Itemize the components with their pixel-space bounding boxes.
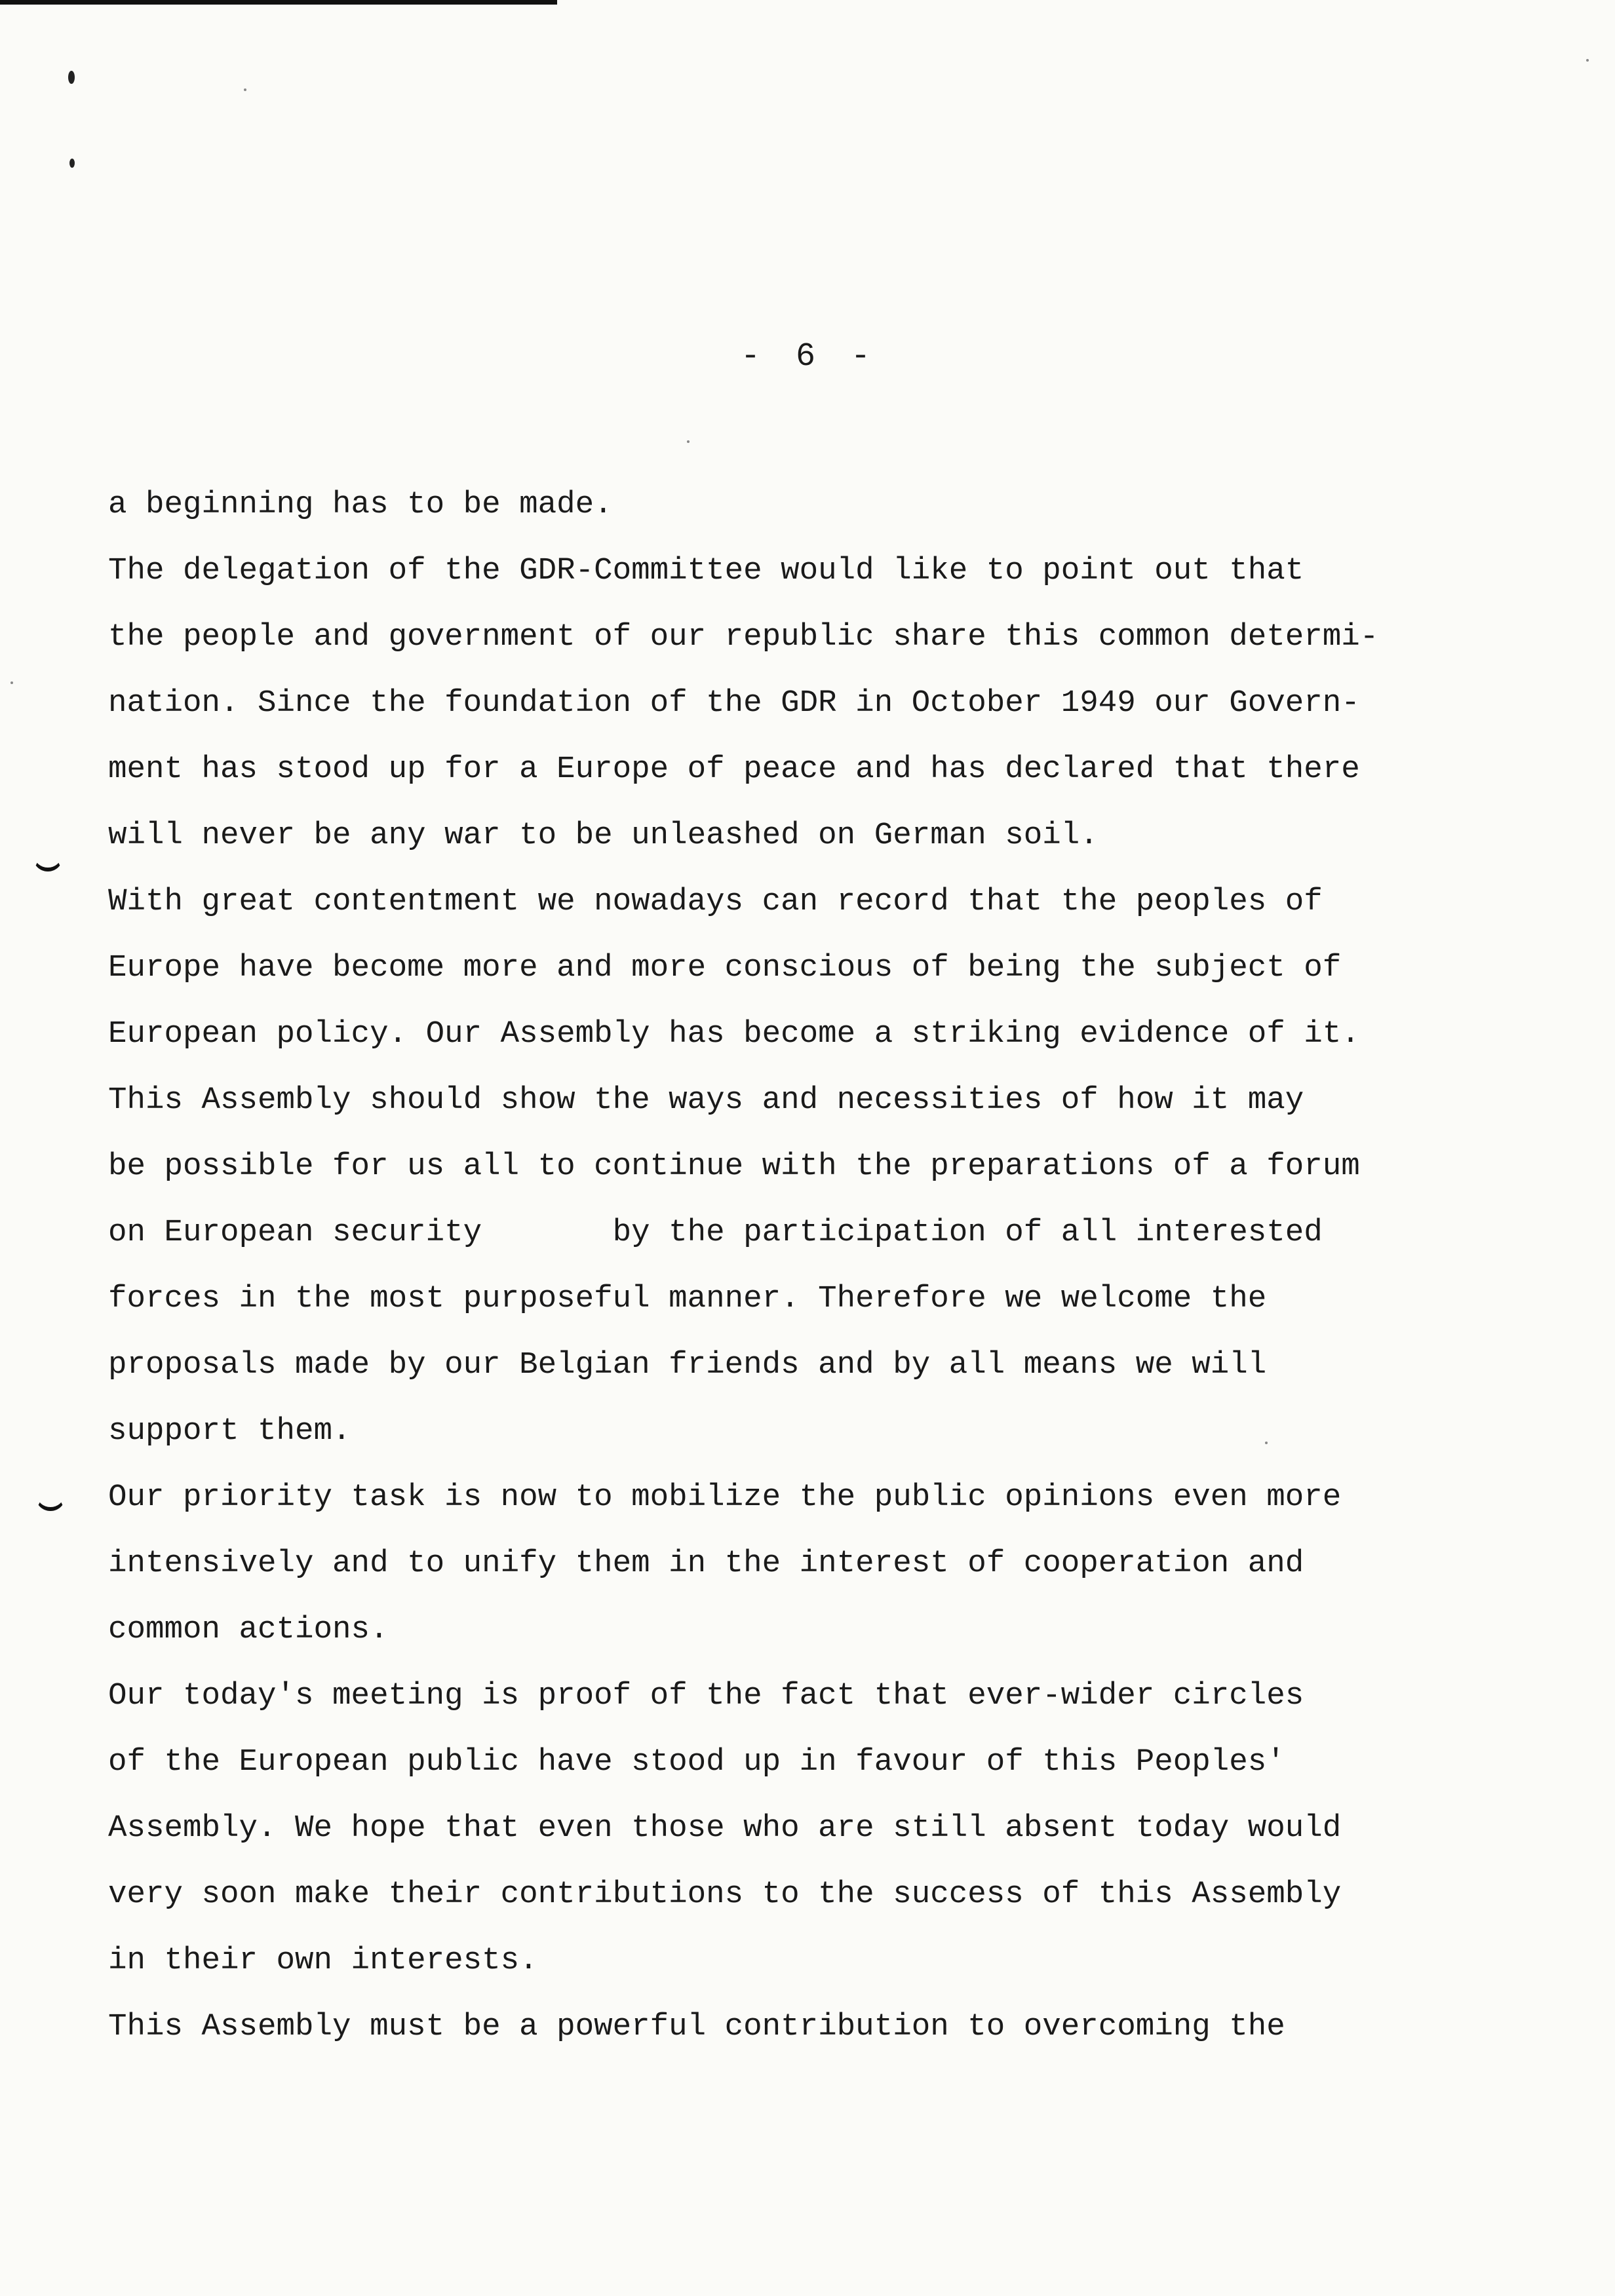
text-line: in their own interests. xyxy=(108,1943,538,1978)
margin-bracket-mark xyxy=(33,849,63,871)
paper-speck xyxy=(687,440,690,443)
text-line: With great contentment we nowadays can record that the peoples of xyxy=(108,884,1323,919)
page-number: - 6 - xyxy=(741,338,879,375)
text-line: support them. xyxy=(108,1413,351,1449)
text-line: Our today's meeting is proof of the fact that ever-wider circles xyxy=(108,1678,1304,1713)
paper-speck xyxy=(10,681,13,684)
text-line: Europe have become more and more conscious of being the subject of xyxy=(108,950,1342,985)
text-line: This Assembly must be a powerful contribution to overcoming the xyxy=(108,2009,1285,2044)
text-line: ment has stood up for a Europe of peace and has declared that there xyxy=(108,752,1360,787)
text-line: very soon make their contributions to the success of this Assembly xyxy=(108,1877,1342,1912)
text-line: the people and government of our republic share this common determi- xyxy=(108,619,1379,655)
text-line: common actions. xyxy=(108,1612,389,1647)
top-edge-rule xyxy=(0,0,557,5)
margin-bracket-mark xyxy=(35,1489,66,1511)
text-line: This Assembly should show the ways and necessities of how it may xyxy=(108,1082,1304,1118)
text-line: nation. Since the foundation of the GDR in October 1949 our Govern- xyxy=(108,685,1360,721)
text-line: proposals made by our Belgian friends and by all means we will xyxy=(108,1347,1267,1383)
paper-speck xyxy=(1586,59,1589,62)
text-line: European policy. Our Assembly has become a striking evidence of it. xyxy=(108,1016,1360,1052)
text-line: The delegation of the GDR-Committee would like to point out that xyxy=(108,553,1304,588)
text-line: of the European public have stood up in favour of this Peoples' xyxy=(108,1744,1285,1780)
typed-body-text xyxy=(108,472,1498,2060)
text-line: will never be any war to be unleashed on German soil. xyxy=(108,818,1099,853)
paper-speck xyxy=(244,88,246,91)
punch-hole-mark xyxy=(68,71,75,84)
text-line: Our priority task is now to mobilize the public opinions even more xyxy=(108,1480,1342,1515)
punch-hole-mark xyxy=(69,159,75,168)
text-line: Assembly. We hope that even those who are still absent today would xyxy=(108,1810,1342,1846)
text-line: forces in the most purposeful manner. Therefore we welcome the xyxy=(108,1281,1267,1316)
text-line: be possible for us all to continue with the preparations of a forum xyxy=(108,1149,1360,1184)
text-line: intensively and to unify them in the interest of cooperation and xyxy=(108,1546,1304,1581)
text-line: a beginning has to be made. xyxy=(108,487,613,522)
text-line: on European security by the participation of all interested xyxy=(108,1215,1323,1250)
